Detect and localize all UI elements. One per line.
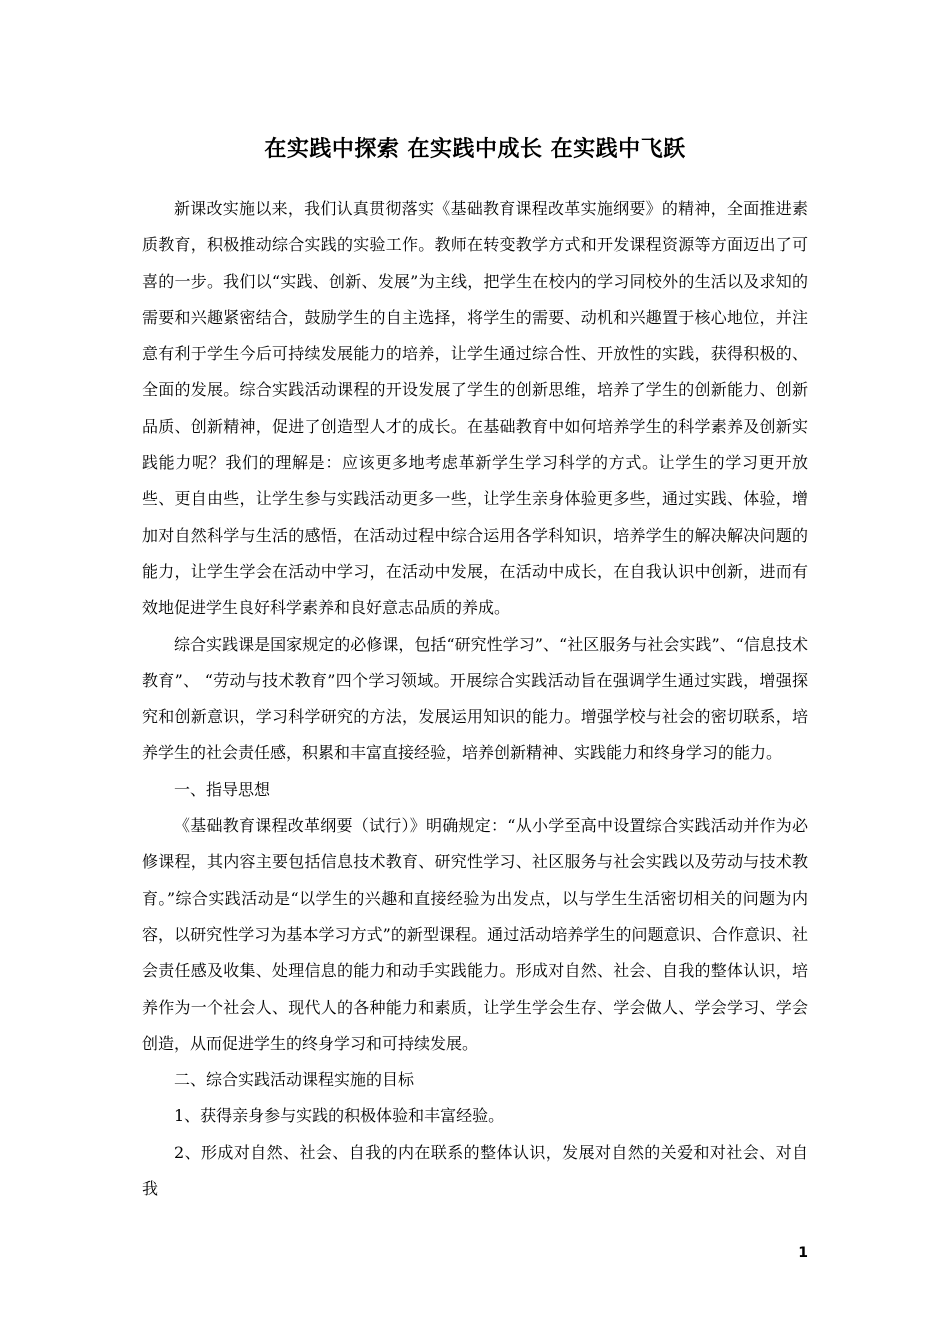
section-heading-guiding-thought: 一、指导思想 [174, 779, 271, 799]
paragraph-guiding-thought: 《基础教育课程改革纲要（试行）》明确规定：“从小学至高中设置综合实践活动并作为必修课程，其内容主要包括信息技术教育、研究性学习、社区服务与社会实践以及劳动与技术教育。”综合实践活动是“以学生的兴趣和直接经验为出发点，以与学生生活密切相关的问题为内容，以研究性学习为基本学习方式”的新型课程。通过活动培养学生的问题意识、合作意识、社会责任感及收集、处理信息的能力和动手实践能力。形成对自然、社会、自我的整体认识，培养作为一个社会人、现代人的各种能力和素质，让学生学会生存、学会做人、学会学习、学会创造，从而促进学生的终身学习和可持续发展。 [142, 816, 808, 1053]
goal-item-1: 1、获得亲身参与实践的积极体验和丰富经验。 [174, 1106, 505, 1126]
paragraph-intro: 新课改实施以来，我们认真贯彻落实《基础教育课程改革实施纲要》的精神，全面推进素质教育，积极推动综合实践的实验工作。教师在转变教学方式和开发课程资源等方面迈出了可喜的一步。我们以“实践、创新、发展”为主线，把学生在校内的学习同校外的生活以及求知的需要和兴趣紧密结合，鼓励学生的自主选择，将学生的需要、动机和兴趣置于核心地位，并注意有利于学生今后可持续发展能力的培养，让学生通过综合性、开放性的实践，获得积极的、全面的发展。综合实践活动课程的开设发展了学生的创新思维，培养了学生的创新能力、创新品质、创新精神，促进了创造型人才的成长。在基础教育中如何培养学生的科学素养及创新实践能力呢？我们的理解是：应该更多地考虑革新学生学习科学的方式。让学生的学习更开放些、更自由些，让学生参与实践活动更多一些，让学生亲身体验更多些，通过实践、体验，增加对自然科学与生活的感悟，在活动过程中综合运用各学科知识，培养学生的解决解决问题的能力，让学生学会在活动中学习，在活动中发展，在活动中成长，在自我认识中创新，进而有效地促进学生良好科学素养和良好意志品质的养成。 [142, 199, 808, 618]
paragraph-course-areas: 综合实践课是国家规定的必修课，包括“研究性学习”、“社区服务与社会实践”、“信息技术教育”、 “劳动与技术教育”四个学习领域。开展综合实践活动旨在强调学生通过实践，增强探究和创新意识，学习科学研究的方法，发展运用知识的能力。增强学校与社会的密切联系，培养学生的社会责任感，积累和丰富直接经验，培养创新精神、实践能力和终身学习的能力。 [142, 634, 808, 763]
section-heading-goals: 二、综合实践活动课程实施的目标 [174, 1070, 415, 1090]
goal-item-2: 2、形成对自然、社会、自我的内在联系的整体认识，发展对自然的关爱和对社会、对自我 [142, 1142, 808, 1199]
page-number: 1 [798, 1245, 808, 1261]
document-body [142, 191, 808, 1207]
document-title: 在实践中探索 在实践中成长 在实践中飞跃 [264, 137, 686, 162]
